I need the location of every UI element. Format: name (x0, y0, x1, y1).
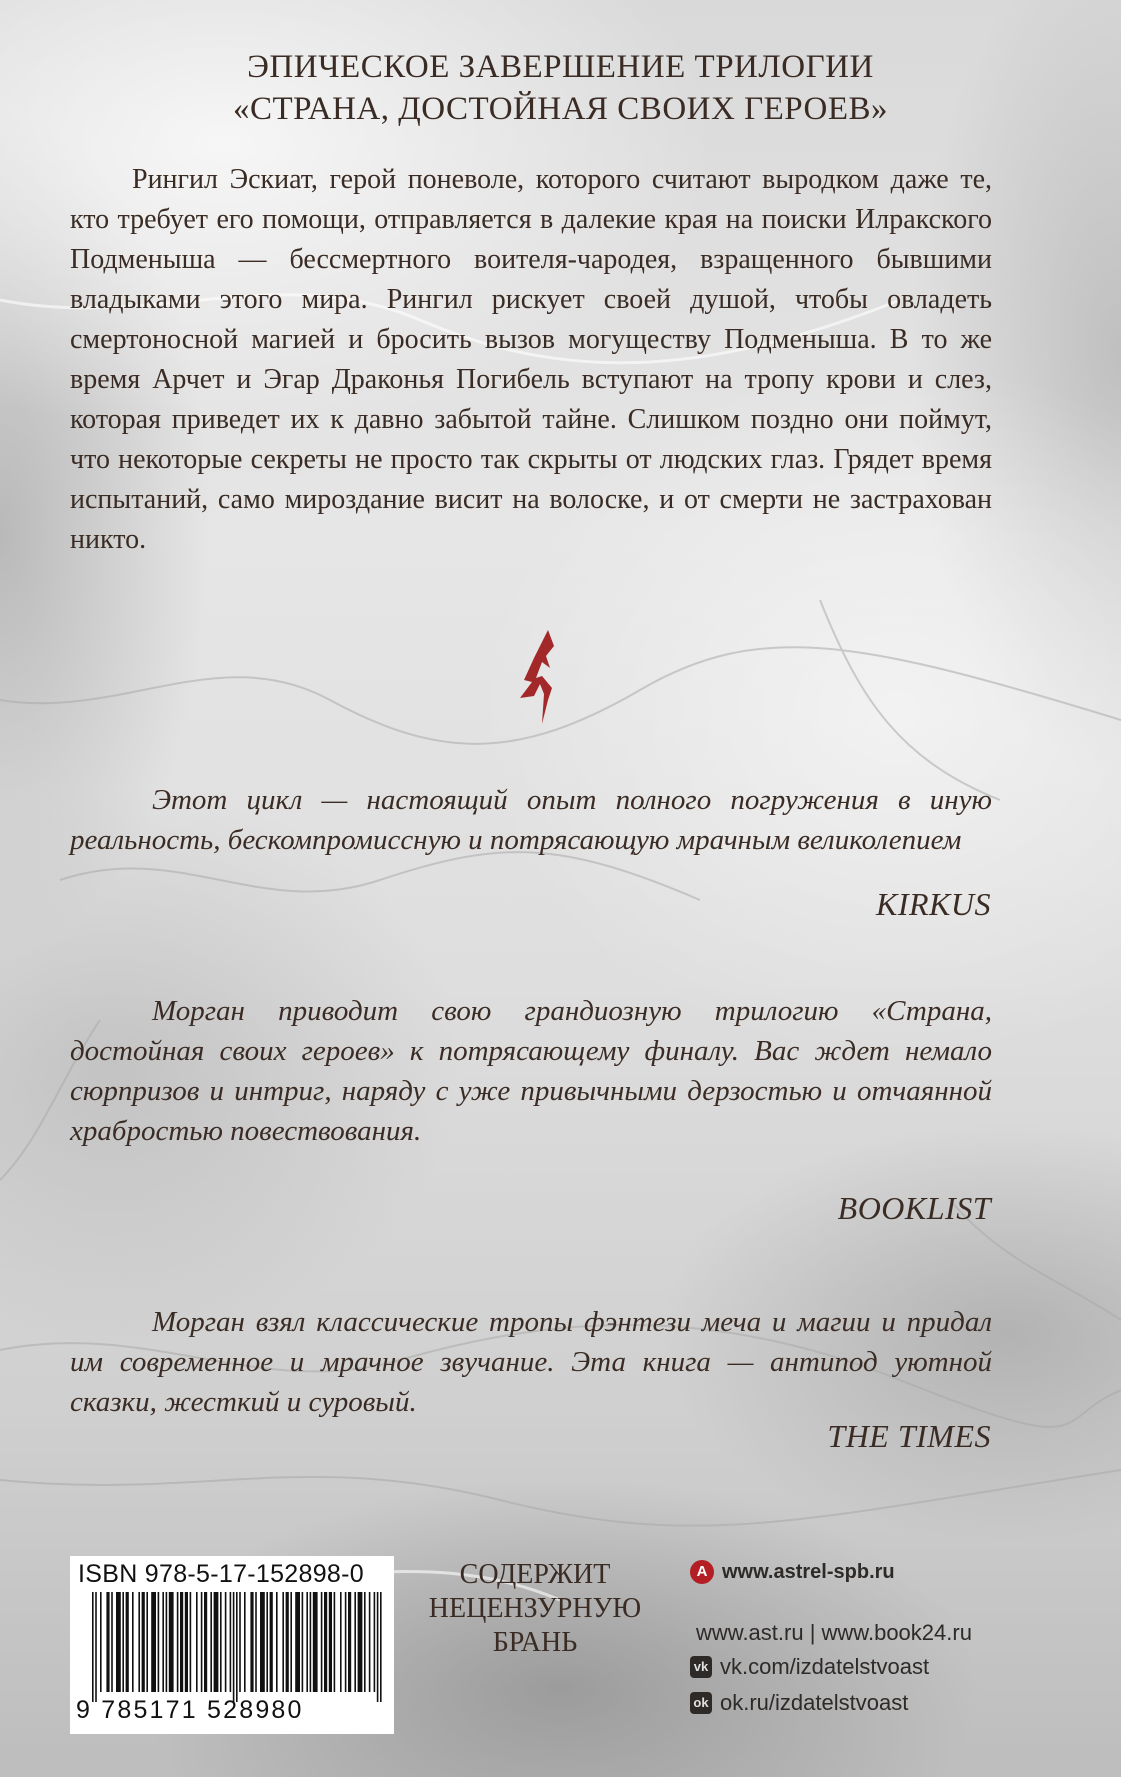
astrel-url: www.astrel-spb.ru (722, 1560, 895, 1583)
barcode-bar (340, 1592, 342, 1692)
barcode-bar (106, 1592, 109, 1692)
barcode-bar (295, 1592, 300, 1692)
barcode-bar (324, 1592, 327, 1692)
barcode-digits: 9 785171 528980 (76, 1696, 304, 1724)
barcode-bar (177, 1592, 179, 1692)
barcode-bar (239, 1592, 241, 1692)
content-warning (405, 1558, 665, 1660)
review-quote-booklist: Морган приводит свою грандиозную трилогию «Страна, достойная своих героев» к потрясающему финалу. Вас ждет немало сюрпризов и интриг, наряду с уже привычными дерзостью и отчаянной храбростью повествования. (70, 995, 992, 1147)
barcode-bar (302, 1592, 304, 1692)
barcode-bar (233, 1592, 235, 1702)
barcode-bar (210, 1592, 212, 1692)
warning-line-1: СОДЕРЖИТ (459, 1559, 611, 1590)
review-source-booklist: BOOKLIST (837, 1190, 991, 1226)
barcode-bar (100, 1592, 102, 1692)
barcode-bar (146, 1592, 148, 1692)
barcode-bar (185, 1592, 188, 1692)
book-summary: Рингил Эскиат, герой поневоле, которого считают выродком даже те, кто требует его помощи, отправляется в далекие края на поиски Илракского Подменыша — бессмертного воителя-чародея, взращенного бывшими владыками этого мира. Рингил рискует своей душой, чтобы овладеть смертоносной магией и бросить вызов могуществу Подменыша. В то же время Арчет и Эгар Драконья Погибель вступают на тропу крови и слез, которая приведет их к давно забытой тайне. Слишком поздно они поймут, что некоторые секреты не просто так скрыты от людских глаз. Грядет время испытаний, само мироздание висит на волоске, и от смерти не застрахован никто. (70, 164, 992, 555)
barcode-bar (290, 1592, 292, 1692)
barcode-bar (282, 1592, 284, 1692)
barcode-bar (310, 1592, 312, 1692)
vk-url: vk.com/izdatelstvoast (720, 1654, 930, 1679)
review-source-kirkus: KIRKUS (876, 886, 991, 922)
barcode-bar (214, 1592, 219, 1692)
barcode-bar (255, 1592, 257, 1692)
headline-line-1: ЭПИЧЕСКОЕ ЗАВЕРШЕНИЕ ТРИЛОГИИ (247, 49, 874, 85)
barcode-bar (260, 1592, 265, 1692)
barcode-bar (321, 1592, 323, 1692)
barcode-bar (270, 1592, 273, 1692)
barcode-bar (95, 1592, 97, 1702)
barcode-bar (111, 1592, 113, 1692)
barcode-bar (142, 1592, 145, 1692)
ok-url: ok.ru/izdatelstvoast (720, 1690, 909, 1715)
barcode-bar (196, 1592, 198, 1692)
barcode-bar (151, 1592, 156, 1692)
review-quote-kirkus: Этот цикл — настоящий опыт полного погружения в иную реальность, бескомпромиссную и потрясающую мрачным великолепием (70, 784, 992, 856)
barcode-bar (162, 1592, 164, 1692)
vk-icon: vk (690, 1656, 712, 1678)
barcode-bar (190, 1592, 192, 1692)
barcode-bar (358, 1592, 363, 1692)
barcode-bar (158, 1592, 160, 1692)
barcode-bar (116, 1592, 121, 1692)
barcode-bar (266, 1592, 268, 1692)
barcode-bar (374, 1592, 376, 1692)
isbn-barcode (70, 1556, 394, 1734)
barcode-bar (348, 1592, 351, 1692)
barcode-bar (286, 1592, 289, 1692)
barcode-bar (132, 1592, 134, 1692)
barcode-bar (313, 1592, 318, 1692)
ornament-glyph-icon (512, 628, 562, 728)
barcode-bar (138, 1592, 140, 1692)
barcode-bars (92, 1592, 382, 1702)
isbn-number: ISBN 978-5-17-152898-0 (78, 1560, 364, 1588)
ast-book24-urls: www.ast.ru | www.book24.ru (696, 1620, 972, 1645)
barcode-bar (180, 1592, 183, 1692)
review-quote-the-times: Морган взял классические тропы фэнтези меча и магии и придал им современное и мрачное звучание. Эта книга — антипод уютной сказки, жесткий и суровый. (70, 1306, 992, 1418)
barcode-bar (122, 1592, 124, 1692)
barcode-bar (364, 1592, 366, 1692)
barcode-bar (169, 1592, 174, 1692)
astrel-link[interactable] (690, 1560, 895, 1584)
barcode-bar (204, 1592, 207, 1692)
ok-link[interactable] (690, 1690, 908, 1716)
barcode-bar (380, 1592, 382, 1702)
warning-line-2: НЕЦЕНЗУРНУЮ (428, 1593, 642, 1624)
barcode-bar (244, 1592, 246, 1692)
barcode-bar (230, 1592, 232, 1692)
barcode-bar (276, 1592, 278, 1692)
vk-link[interactable] (690, 1654, 929, 1680)
barcode-bar (354, 1592, 356, 1692)
barcode-bar (250, 1592, 253, 1692)
astrel-logo-icon: A (690, 1560, 714, 1584)
barcode-bar (334, 1592, 336, 1692)
barcode-bar (220, 1592, 222, 1692)
barcode-bar (329, 1592, 332, 1692)
barcode-bar (225, 1592, 227, 1692)
review-source-the-times: THE TIMES (827, 1418, 991, 1454)
barcode-bar (236, 1592, 238, 1702)
headline-line-2: «СТРАНА, ДОСТОЙНАЯ СВОИХ ГЕРОЕВ» (232, 91, 889, 127)
ast-book24-links[interactable] (696, 1620, 972, 1646)
barcode-bar (306, 1592, 308, 1692)
barcode-bar (345, 1592, 347, 1692)
barcode-bar (92, 1592, 94, 1702)
barcode-bar (377, 1592, 379, 1702)
barcode-bar (201, 1592, 203, 1692)
warning-line-3: БРАНЬ (492, 1627, 578, 1658)
ok-icon: ok (690, 1692, 712, 1714)
barcode-bar (369, 1592, 371, 1692)
barcode-bar (126, 1592, 129, 1692)
barcode-bar (166, 1592, 168, 1692)
